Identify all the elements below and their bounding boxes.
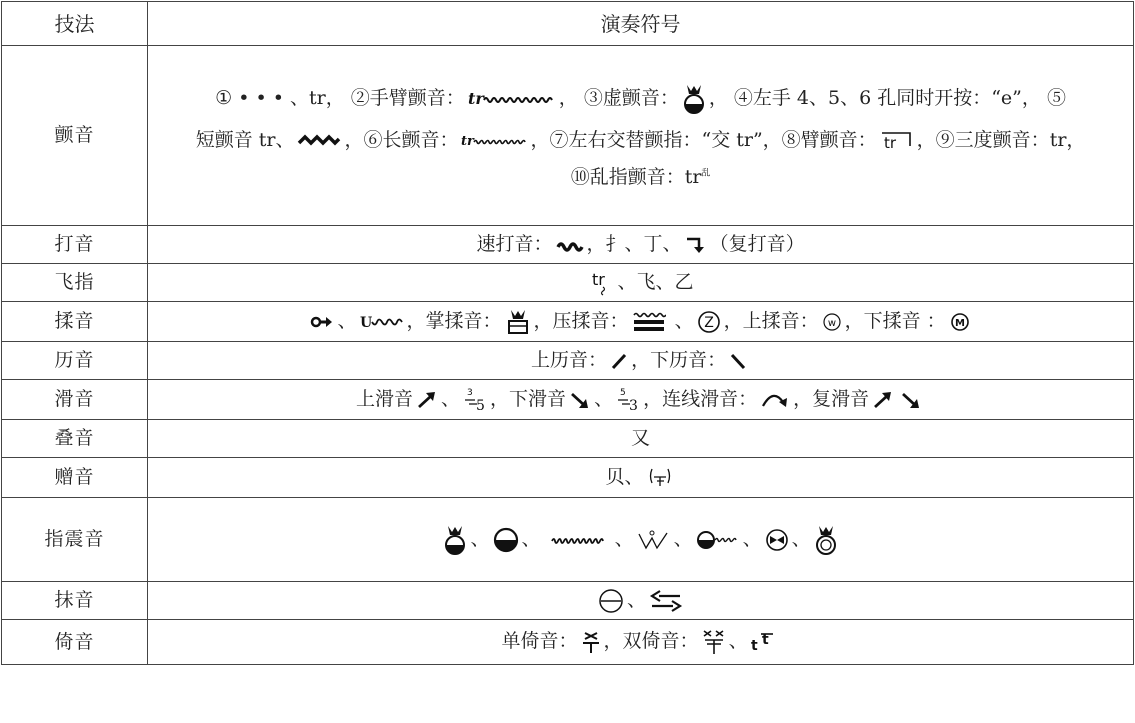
svg-text:3: 3 [467, 387, 473, 398]
u-wave-icon [360, 313, 404, 331]
symbol-text: 、 [627, 588, 647, 611]
check-wave-icon [637, 529, 671, 551]
table-row [2, 420, 1134, 458]
symbol-text: ，掌揉音： [406, 309, 502, 332]
symbol-text: 、 [594, 387, 614, 410]
virtual-trill-icon [682, 83, 706, 115]
symbol-text: ，下历音： [631, 349, 727, 372]
technique-name: 颤音 [2, 46, 148, 226]
symbol-cell [148, 498, 1134, 582]
up-glide-arrow-icon [872, 390, 894, 410]
symbol-text: 上滑音 [356, 387, 414, 410]
svg-text:tr: tr [883, 133, 896, 152]
symbol-text: ⑩乱指颤音： [570, 165, 685, 188]
symbol-text: ，上揉音： [723, 309, 819, 332]
symbol-cell [148, 342, 1134, 380]
symbol-line [148, 349, 1133, 372]
symbol-line [148, 427, 1133, 450]
palm-vibrato-icon [505, 309, 531, 335]
down-glide-arrow-icon [569, 390, 591, 410]
symbol-text: （复打音） [709, 233, 805, 256]
down-glide-arrow-icon [900, 390, 922, 410]
technique-name: 滑音 [2, 380, 148, 420]
symbol-text: ① [215, 86, 233, 109]
grace-bracket-icon [647, 466, 673, 490]
svg-text:M: M [954, 317, 965, 329]
svg-text:w: w [827, 317, 836, 329]
symbol-text: ，下揉音 ： [844, 309, 946, 332]
crown-circle-icon [814, 524, 838, 556]
technique-name: 抹音 [2, 582, 148, 620]
superscript-label: 乱 [701, 168, 711, 179]
flying-tr-icon [591, 268, 615, 298]
svg-text:tr: tr [467, 88, 484, 108]
svg-text:Z: Z [703, 314, 714, 331]
arc-arrow-icon [760, 390, 790, 410]
single-grace-icon [581, 630, 601, 654]
symbol-text: ，双倚音： [603, 630, 699, 652]
glide-3-5-icon [463, 386, 487, 414]
technique-name: 指震音 [2, 498, 148, 582]
table-body [2, 46, 1134, 665]
technique-name: 打音 [2, 226, 148, 264]
symbol-cell [148, 420, 1134, 458]
table-row [2, 498, 1134, 582]
symbol-cell [148, 46, 1134, 226]
long-trill-icon [461, 132, 527, 150]
symbol-line [148, 129, 1133, 152]
tt-grace-icon [751, 630, 777, 654]
svg-text:3: 3 [629, 397, 638, 414]
symbol-text: 、 [470, 527, 490, 550]
symbol-cell [148, 226, 1134, 264]
symbol-text: ，⑦左右交替颤指：“交 tr”，⑧臂颤音： [530, 128, 877, 151]
half-circle-wave-icon [696, 529, 740, 551]
symbol-text: ，连线滑音： [643, 387, 758, 410]
symbol-text: ，下滑音 [490, 387, 567, 410]
symbol-text: 、 [668, 309, 694, 332]
svg-text:t: t [761, 632, 769, 648]
symbol-text: ，扌、丁、 [586, 233, 682, 256]
symbol-text: 、飞、乙 [617, 270, 694, 293]
table-row [2, 342, 1134, 380]
technique-name: 飞指 [2, 264, 148, 302]
technique-name: 叠音 [2, 420, 148, 458]
symbol-cell [148, 620, 1134, 665]
symbol-cell [148, 458, 1134, 498]
symbol-text: ，复滑音 [793, 387, 870, 410]
circled-z-icon [697, 310, 721, 334]
glide-5-3-icon [616, 386, 640, 414]
symbol-text: 短颤音 tr、 [195, 128, 295, 151]
tr-bracket-icon [880, 130, 914, 152]
symbol-text: ，⑥长颤音： [344, 128, 459, 151]
symbol-line [148, 629, 1133, 655]
symbol-text: 速打音： [476, 233, 553, 256]
svg-text:tr: tr [591, 269, 605, 289]
header-technique: 技法 [2, 2, 148, 46]
symbol-cell [148, 264, 1134, 302]
symbol-text: 、 [673, 527, 693, 550]
symbol-line [148, 466, 1133, 490]
symbol-line [148, 588, 1133, 614]
playing-techniques-table [1, 1, 1134, 665]
symbol-text: ， [558, 86, 584, 109]
key-arrow-icon [310, 314, 334, 330]
press-vibrato-icon [632, 311, 666, 333]
symbol-text: 单倚音： [501, 630, 578, 652]
symbol-text: 、 [337, 309, 357, 332]
circled-w-icon [822, 312, 842, 332]
symbol-text: 、 [521, 527, 547, 550]
half-circle-icon [493, 527, 519, 553]
short-wave-icon [297, 133, 341, 149]
symbol-line [148, 386, 1133, 414]
header-symbols: 演奏符号 [148, 2, 1134, 46]
symbol-cell [148, 582, 1134, 620]
table-row [2, 458, 1134, 498]
symbol-text: 、 [742, 527, 762, 550]
technique-name: 倚音 [2, 620, 148, 665]
fast-beat-icon [556, 238, 584, 252]
rising-slash-icon [610, 352, 628, 370]
symbol-text: tr [684, 165, 702, 188]
symbol-text: 、 [791, 527, 811, 550]
symbol-text: ②手臂颤音： [350, 86, 465, 109]
symbol-text: • • • 、tr， [232, 86, 351, 109]
svg-text:U: U [359, 314, 372, 331]
symbol-text: 上历音： [531, 349, 608, 372]
symbol-text: 、 [441, 387, 461, 410]
symbol-text: ， [1066, 128, 1086, 151]
table-row [2, 380, 1134, 420]
symbol-text: tr [1049, 128, 1067, 151]
table-row [2, 620, 1134, 665]
symbol-text: 、 [608, 527, 634, 550]
svg-text:t: t [750, 638, 758, 654]
circle-minus-icon [598, 588, 624, 614]
symbol-line [148, 83, 1133, 115]
symbol-line [148, 166, 1133, 189]
symbol-line [148, 524, 1133, 556]
technique-name: 赠音 [2, 458, 148, 498]
technique-name: 历音 [2, 342, 148, 380]
table-row [2, 582, 1134, 620]
double-grace-icon [702, 629, 726, 655]
circled-m-icon [949, 312, 971, 332]
symbol-text: ③虚颤音： [583, 86, 679, 109]
tr-arm-trill-icon [468, 88, 556, 110]
svg-text:5: 5 [620, 387, 626, 398]
circled-bowtie-icon [765, 528, 789, 552]
table-header-row [2, 2, 1134, 46]
svg-text:5: 5 [476, 397, 485, 414]
symbol-text: ⑤ [1046, 86, 1066, 109]
up-glide-arrow-icon [416, 390, 438, 410]
symbol-line [148, 268, 1133, 298]
symbol-cell [148, 302, 1134, 342]
double-arrow-icon [649, 590, 683, 612]
table-row [2, 264, 1134, 302]
technique-name: 揉音 [2, 302, 148, 342]
fine-wave-icon [550, 533, 606, 547]
symbol-text: ④左手 4、5、6 孔同时开按：“e”， [733, 86, 1047, 109]
symbol-text: 又 [631, 427, 651, 450]
return-arrow-icon [685, 235, 707, 255]
symbol-cell [148, 380, 1134, 420]
symbol-line [148, 309, 1133, 335]
symbol-text: 、 [728, 630, 748, 652]
table-row [2, 46, 1134, 226]
symbol-text: 贝、 [605, 465, 644, 488]
table-row [2, 302, 1134, 342]
symbol-text: ， [708, 86, 734, 109]
symbol-line [148, 233, 1133, 256]
symbol-text: ，压揉音： [533, 309, 629, 332]
symbol-text: ，⑨三度颤音： [916, 128, 1050, 151]
falling-slash-icon [729, 352, 747, 370]
finger-tremolo-crown-icon [443, 524, 467, 556]
svg-text:tr: tr [461, 133, 475, 149]
table-row [2, 226, 1134, 264]
